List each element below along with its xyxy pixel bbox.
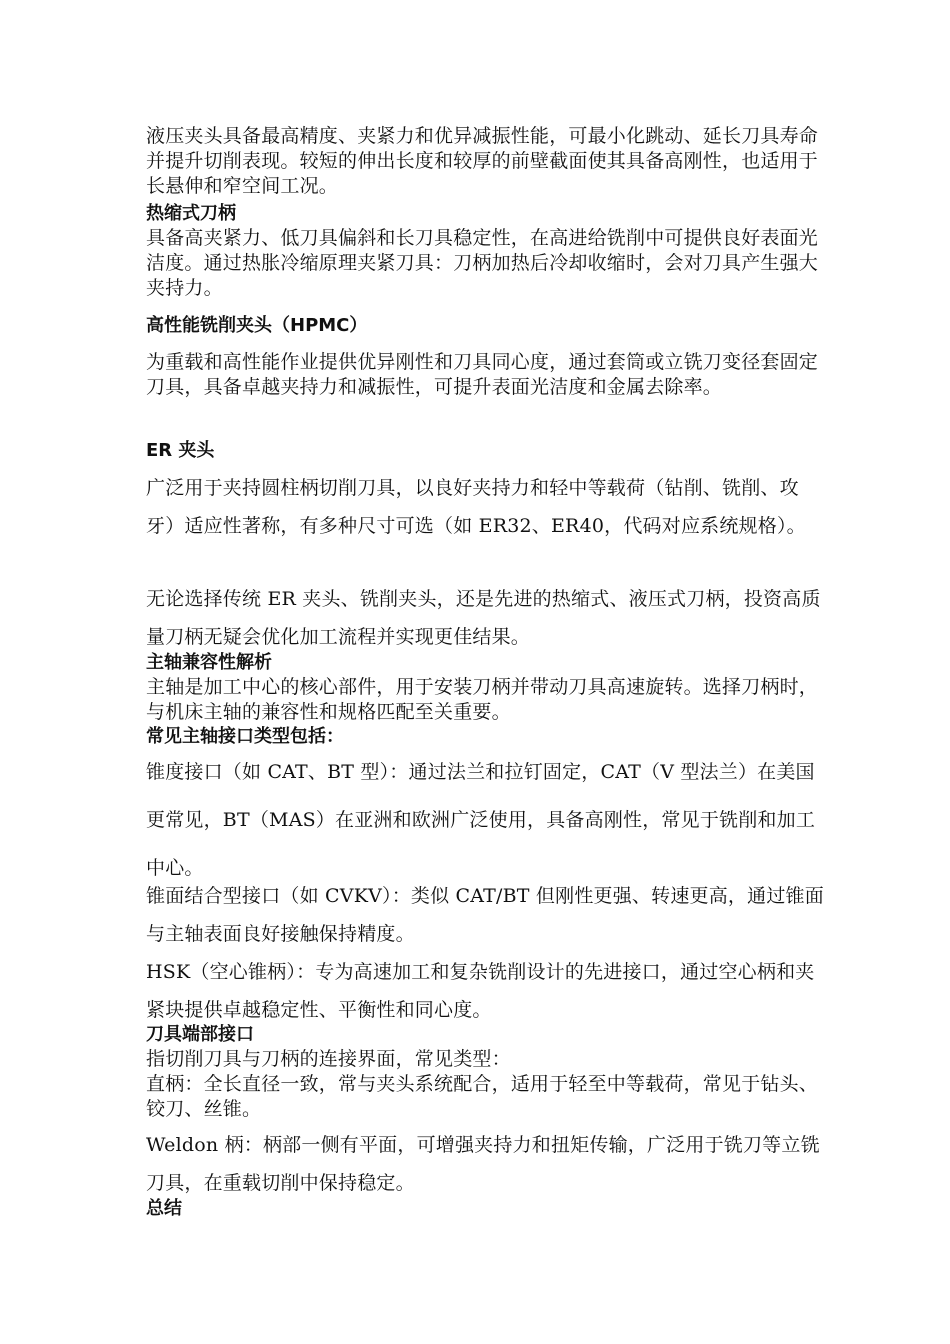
spindle-heading: 主轴兼容性解析 bbox=[146, 652, 272, 673]
er-collet-heading: ER 夹头 bbox=[146, 440, 215, 461]
shrink-fit-paragraph: 具备高夹紧力、低刀具偏斜和长刀具稳定性，在高进给铣削中可提供良好表面光洁度。通过热胀冷缩原理夹紧刀具：刀柄加热后冷却收缩时，会对刀具产生强大夹持力。 bbox=[146, 227, 819, 299]
shrink-fit-heading: 热缩式刀柄 bbox=[146, 203, 236, 224]
tool-end-intro: 指切削刀具与刀柄的连接界面，常见类型： bbox=[146, 1048, 511, 1070]
er-collet-conclusion: 无论选择传统 ER 夹头、铣削夹头，还是先进的热缩式、液压式刀柄，投资高质量刀柄无疑会优化加工流程并实现更佳结果。 bbox=[146, 588, 821, 648]
weldon-shank-paragraph: Weldon 柄：柄部一侧有平面，可增强夹持力和扭矩传输，广泛用于铣刀等立铣刀具，在重载切削中保持稳定。 bbox=[146, 1134, 820, 1194]
hpmc-heading: 高性能铣削夹头（HPMC） bbox=[146, 315, 368, 336]
hsk-interface-paragraph: HSK（空心锥柄）：专为高速加工和复杂铣削设计的先进接口，通过空心柄和夹紧块提供卓越稳定性、平衡性和同心度。 bbox=[146, 961, 815, 1021]
tool-end-heading: 刀具端部接口 bbox=[146, 1024, 254, 1045]
hydraulic-intro-paragraph: 液压夹头具备最高精度、夹紧力和优异减振性能，可最小化跳动、延长刀具寿命并提升切削表现。较短的伸出长度和较厚的前壁截面使其具备高刚性，也适用于长悬伸和窄空间工况。 bbox=[146, 125, 819, 197]
cvkv-interface-paragraph: 锥面结合型接口（如 CVKV）：类似 CAT/BT 但刚性更强、转速更高，通过锥面与主轴表面良好接触保持精度。 bbox=[146, 885, 824, 945]
hpmc-paragraph: 为重载和高性能作业提供优异刚性和刀具同心度，通过套筒或立铣刀变径套固定刀具，具备卓越夹持力和减振性，可提升表面光洁度和金属去除率。 bbox=[146, 351, 819, 398]
er-collet-paragraph: 广泛用于夹持圆柱柄切削刀具，以良好夹持力和轻中等载荷（钻削、铣削、攻牙）适应性著称，有多种尺寸可选（如 ER32、ER40，代码对应系统规格）。 bbox=[146, 477, 806, 537]
taper-interface-paragraph: 锥度接口（如 CAT、BT 型）：通过法兰和拉钉固定，CAT（V 型法兰）在美国更常见，BT（MAS）在亚洲和欧洲广泛使用，具备高刚性，常见于铣削和加工中心。 bbox=[146, 761, 816, 879]
spindle-types-heading: 常见主轴接口类型包括： bbox=[146, 726, 344, 747]
summary-heading: 总结 bbox=[146, 1198, 182, 1219]
spindle-paragraph: 主轴是加工中心的核心部件，用于安装刀柄并带动刀具高速旋转。选择刀柄时，与机床主轴的兼容性和规格匹配至关重要。 bbox=[146, 676, 819, 723]
straight-shank-paragraph: 直柄：全长直径一致，常与夹头系统配合，适用于轻至中等载荷，常见于钻头、铰刀、丝锥。 bbox=[146, 1073, 819, 1120]
